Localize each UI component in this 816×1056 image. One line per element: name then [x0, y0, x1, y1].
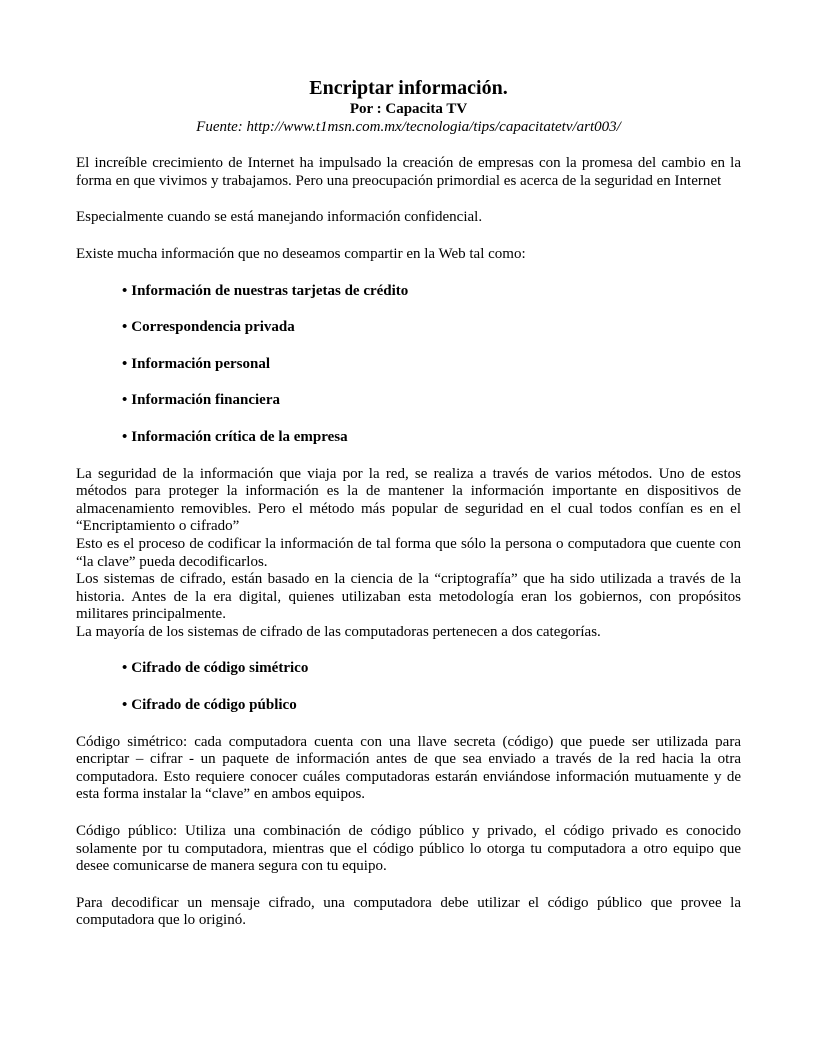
bullet-glyph: •: [122, 392, 128, 409]
list-intro-paragraph: Existe mucha información que no deseamos compartir en la Web tal como:: [76, 245, 526, 262]
list-item: [76, 283, 741, 301]
list-item-label: Información financiera: [131, 392, 280, 409]
list-item: [76, 319, 741, 337]
bullet-glyph: •: [122, 319, 128, 336]
security-methods-paragraph: La seguridad de la información que viaja por la red, se realiza a través de varios métodos. Uno de estos métodos para proteger la información es la de mantener la información importante en dispositivos de almacenamiento removibles. Pero el método más popular de seguridad en el cual todos confían es en el “Encriptamiento o cifrado”: [76, 465, 741, 535]
document-title: Encriptar información.: [309, 77, 508, 99]
decode-paragraph: Para decodificar un mensaje cifrado, una computadora debe utilizar el código público que provee la computadora que lo originó.: [76, 894, 741, 929]
bullet-glyph: •: [122, 428, 128, 445]
confidential-paragraph: Especialmente cuando se está manejando información confidencial.: [76, 209, 483, 226]
document-page: [76, 76, 741, 930]
public-code-paragraph: Código público: Utiliza una combinación de código público y privado, el código privado es conocido solamente por tu computadora, mientras que el código público lo otorga tu computadora a otro equipo que desee comunicarse de manera segura con tu equipo.: [76, 823, 741, 875]
list-item: [76, 660, 741, 678]
bullet-glyph: •: [122, 282, 128, 299]
list-item: [76, 697, 741, 715]
symmetric-code-paragraph: Código simétrico: cada computadora cuenta con una llave secreta (código) que puede ser utilizada para encriptar – cifrar - un paquete de información antes de que sea enviado a través de la red hacia la otra computadora. Esto requiere conocer cuáles computadoras estarán enviándose información mutuamente y de esta forma instalar la “clave” en ambos equipos.: [76, 733, 741, 803]
document-author: Por : Capacita TV: [349, 101, 468, 117]
bullet-glyph: •: [122, 660, 128, 677]
bullet-glyph: •: [122, 355, 128, 372]
list-item: [76, 429, 741, 447]
list-item: [76, 356, 741, 374]
list-item-label: Información crítica de la empresa: [131, 428, 348, 445]
document-source: Fuente: http://www.t1msn.com.mx/tecnologia/tips/capacitatetv/art003/: [196, 118, 621, 135]
sensitive-info-list: [76, 283, 741, 447]
cryptography-paragraph: Los sistemas de cifrado, están basado en la ciencia de la “criptografía” que ha sido utilizada a través de la historia. Antes de la era digital, quienes utilizaban esta metodología eran los gobiernos, con propósitos militares principalmente.: [76, 571, 741, 623]
list-item-label: Cifrado de código público: [131, 697, 297, 714]
categories-paragraph: La mayoría de los sistemas de cifrado de las computadoras pertenecen a dos categorías.: [76, 623, 601, 640]
bullet-glyph: •: [122, 697, 128, 714]
list-item-label: Información de nuestras tarjetas de crédito: [131, 282, 409, 299]
encoding-process-paragraph: Esto es el proceso de codificar la información de tal forma que sólo la persona o computadora que cuente con “la clave” pueda decodificarlos.: [76, 535, 741, 570]
cipher-types-list: [76, 660, 741, 714]
list-item: [76, 392, 741, 410]
list-item-label: Correspondencia privada: [131, 319, 295, 336]
list-item-label: Información personal: [131, 355, 271, 372]
intro-paragraph: El increíble crecimiento de Internet ha impulsado la creación de empresas con la promesa del cambio en la forma en que vivimos y trabajamos. Pero una preocupación primordial es acerca de la seguridad en Internet: [76, 155, 741, 189]
list-item-label: Cifrado de código simétrico: [131, 660, 309, 677]
